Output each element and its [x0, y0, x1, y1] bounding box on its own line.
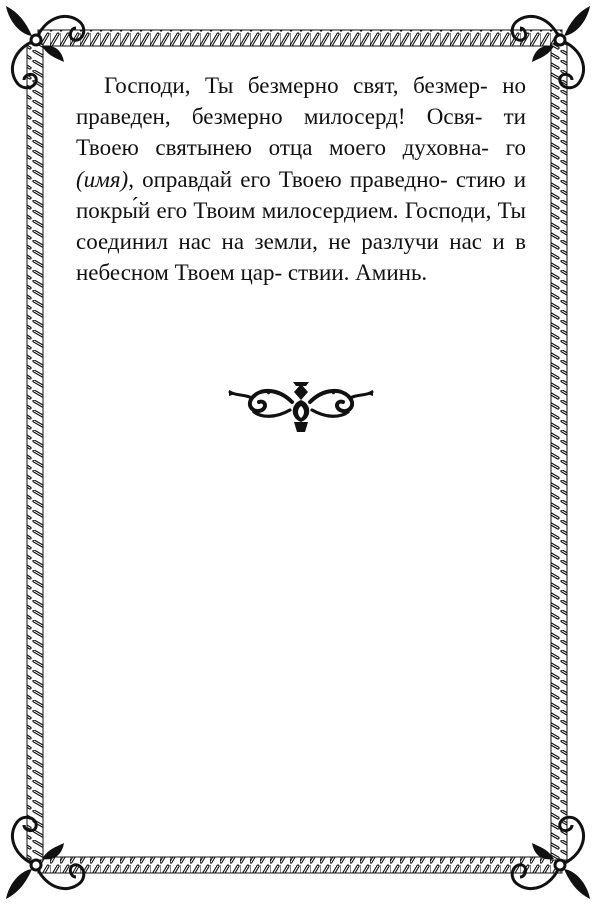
rope-left [27, 44, 43, 860]
prayer-line-7: разлучи нас и в небесном Твоем цар- [76, 229, 526, 286]
prayer-line-4-after: , оправдай его Твоею праведно- [128, 166, 448, 192]
corner-flourish-top-left [6, 6, 84, 88]
prayer-line-3: ти Твоею святынею отца моего духовна- [76, 104, 526, 161]
rope-bottom [38, 857, 562, 873]
prayer-line-1: Господи, Ты безмерно свят, безмер- [104, 73, 488, 98]
prayer-line-5: стию и покры́й его Твоим милосердием. [76, 166, 527, 223]
prayer-name-placeholder: (имя) [76, 166, 129, 192]
prayer-line-6: Господи, Ты соединил нас на земли, не [76, 197, 526, 255]
prayer-line-2: но праведен, безмерно милосерд! Освя- [76, 73, 526, 130]
prayer-text [76, 70, 526, 288]
prayer-line-8: ствии. Аминь. [287, 260, 428, 286]
prayer-line-4-before: го [505, 135, 527, 161]
rope-top [38, 30, 562, 46]
rope-right [551, 44, 567, 860]
vignette-ornament [226, 378, 376, 434]
